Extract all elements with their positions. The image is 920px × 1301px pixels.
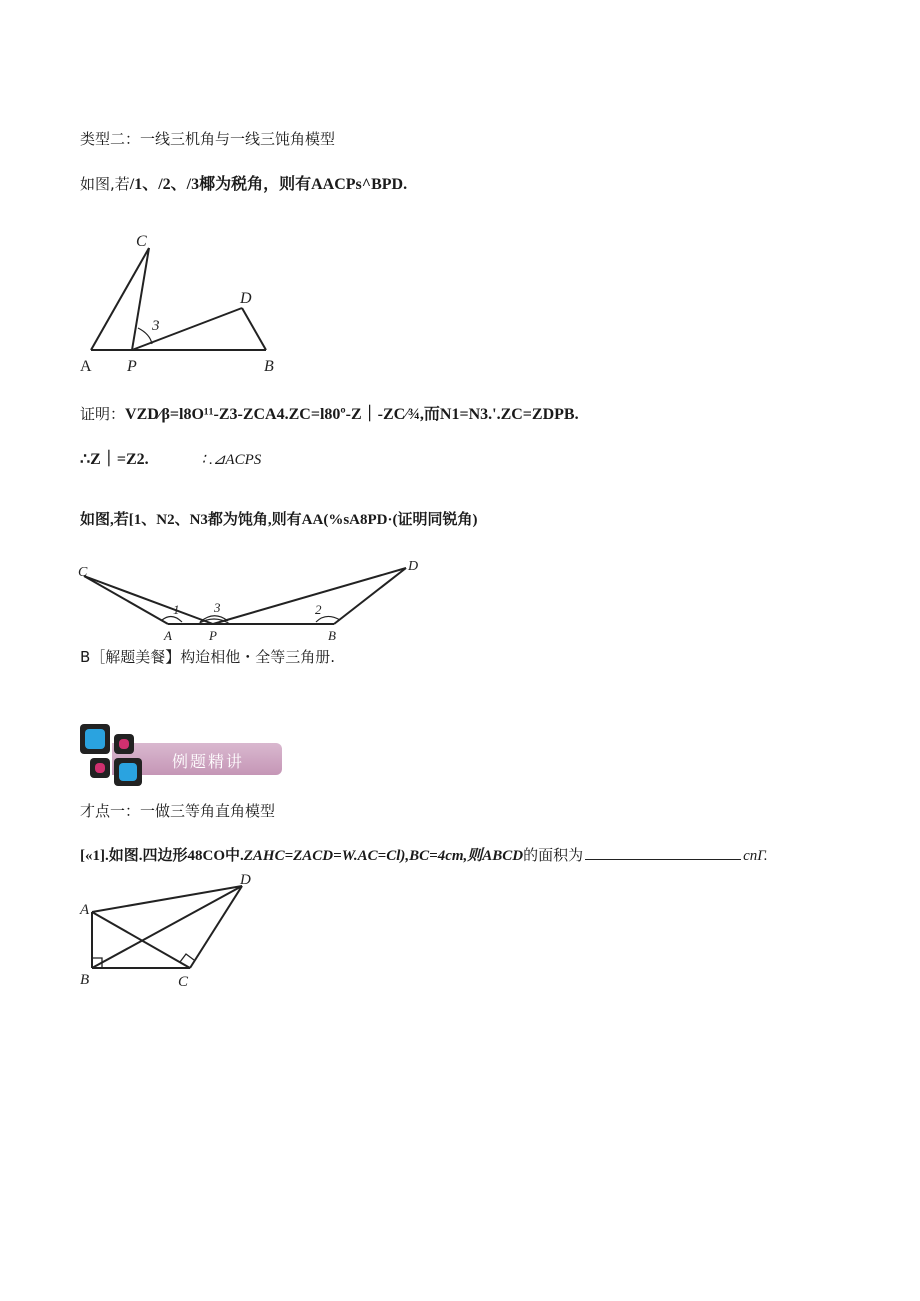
obtuse-label-d: D (408, 559, 419, 574)
banner-label: 例题精讲 (172, 752, 245, 771)
proof-text: VZD∕β=l8O¹¹-Z3-ZCA4.ZC=l80º-Z｜-ZC∕¾,而N1=N3.'.ZC=ZDPB. (125, 406, 579, 423)
point1-title: 才点一：一做三等角直角模型 (80, 802, 276, 820)
section-banner (80, 724, 284, 790)
ex1-right-angle-c (180, 954, 194, 962)
acute-segment-db (242, 308, 266, 350)
acute-statement-body: /1、/2、/3椰为税角，则有AACPs^BPD. (129, 176, 408, 193)
obtuse-segment-pd (213, 568, 406, 624)
proof-line (80, 404, 579, 425)
obtuse-statement-text: 如图,若[1、N2、N3都为饨角,则有AA(%sA8PD·(证明同锐角) (80, 512, 478, 528)
obtuse-statement (80, 509, 477, 530)
banner-square-pink (119, 739, 129, 749)
ex1-label-a: A (80, 902, 90, 918)
obtuse-segment-cp (84, 576, 213, 624)
acute-label-p: P (127, 358, 137, 375)
obtuse-label-angle1: 1 (173, 602, 180, 617)
acute-label-c: C (136, 233, 147, 250)
ex1-label-b: B (80, 972, 90, 988)
acute-statement-prefix: 如图,若 (80, 175, 130, 193)
example1-prefix: [«1].如图.四边形48CO中. (80, 848, 244, 864)
example1-unit: cnΓ. (743, 848, 768, 864)
acute-label-a: A (80, 358, 92, 375)
section-title: 类型二：一线三机角与一线三饨角模型 (80, 130, 336, 148)
conclusion-line (80, 449, 261, 470)
acute-segment-pd (132, 308, 242, 350)
ex1-label-d: D (240, 872, 251, 888)
obtuse-label-angle2: 2 (315, 602, 322, 617)
acute-angle3-arc (138, 328, 152, 344)
obtuse-figure (76, 556, 426, 646)
obtuse-label-b: B (328, 628, 336, 643)
obtuse-segment-ca (84, 576, 168, 624)
example1-condition: ZAHC=ZACD=W.AC=Cl),BC=4cm,则ABCD (243, 848, 524, 864)
obtuse-label-a: A (164, 628, 172, 643)
acute-label-d: D (240, 290, 252, 307)
conclusion-part-a: ∴Z｜=Z2. (80, 451, 149, 468)
obtuse-label-angle3: 3 (214, 600, 221, 615)
banner-square-blue (85, 729, 105, 749)
obtuse-label-c: C (78, 565, 88, 580)
obtuse-segment-db (334, 568, 406, 624)
banner-square-blue2 (119, 763, 137, 781)
example1-line (80, 845, 768, 866)
ex1-segment-cd (190, 886, 242, 968)
proof-label: 证明： (80, 405, 126, 423)
acute-label-angle3: 3 (152, 318, 160, 334)
banner-square-pink2 (95, 763, 105, 773)
acute-figure (76, 228, 296, 376)
acute-label-b: B (264, 358, 274, 375)
tip-line: B［解题美餐】构迨相他・全等三角册. (80, 648, 336, 666)
example1-figure (76, 870, 256, 990)
example1-answer-blank (585, 845, 741, 860)
acute-statement (80, 174, 407, 195)
example1-suffix: 的面积为 (523, 846, 584, 864)
ex1-label-c: C (178, 974, 189, 990)
obtuse-label-p: P (209, 628, 217, 643)
conclusion-part-b: ∶ .⊿ACPS (201, 452, 262, 468)
